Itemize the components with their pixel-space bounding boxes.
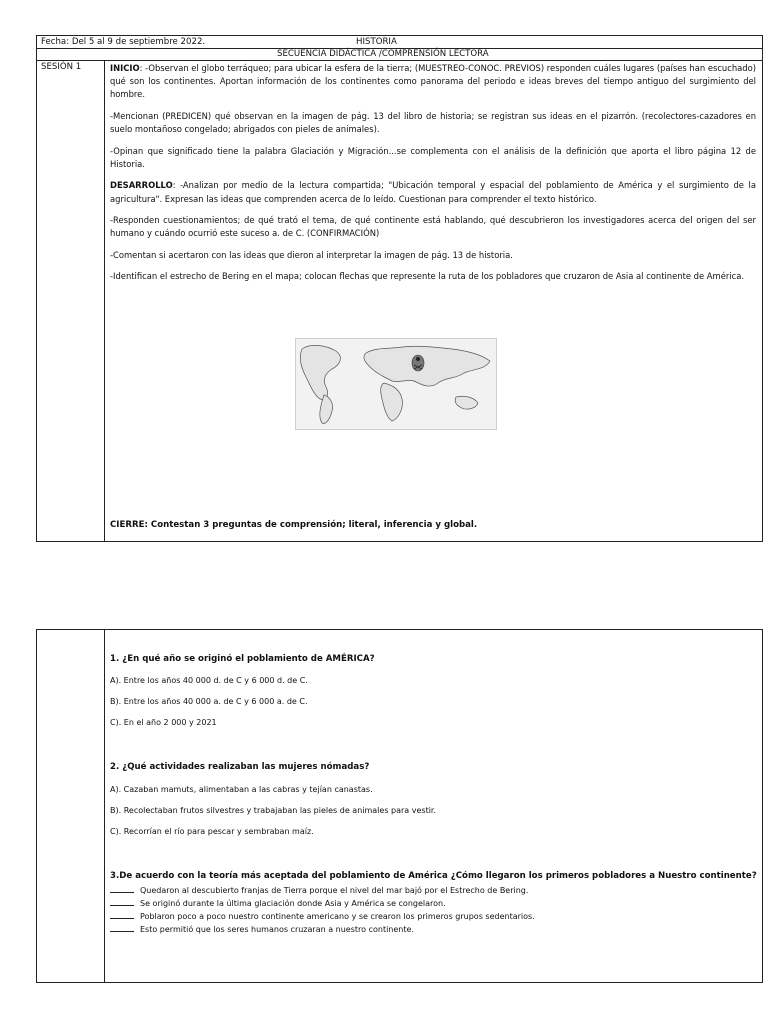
questions-table (36, 629, 763, 983)
answer-blank[interactable] (110, 897, 134, 906)
item-text: Quedaron al descubierto franjas de Tierra porque el nivel del mar bajó por el Estrecho de Bering. (140, 886, 529, 895)
desarrollo-heading: DESARROLLO (110, 180, 173, 191)
paragraph-identifican (110, 270, 756, 283)
question-3-item[interactable] (110, 884, 528, 895)
paragraph-inicio (110, 62, 756, 102)
paragraph-text: : -Observan el globo terráqueo; para ubicar la esfera de la tierra; (MUESTREO-CONOC. PREVIOS) responden cuáles lugares (países han escuchado) qué son los continentes. Aportan información de los continentes como panorama del periodo e ideas breves del tiempo antiguo del surgimiento del hombre. (110, 63, 756, 100)
item-text: Se originó durante la última glaciación donde Asia y América se congelaron. (140, 899, 446, 908)
item-text: Poblaron poco a poco nuestro continente americano y se crearon los primeros grupos sedentarios. (140, 912, 535, 921)
session-label: SESIÓN 1 (41, 62, 82, 72)
question-2-option-a: A). Cazaban mamuts, alimentaban a las cabras y tejían canastas. (110, 785, 373, 794)
subject-label: HISTORIA (356, 37, 397, 47)
question-3: 3.De acuerdo con la teoría más aceptada del poblamiento de América ¿Cómo llegaron los primeros pobladores a Nuestro continente? (110, 871, 757, 881)
question-2-option-c: C). Recorrían el río para pescar y sembraban maíz. (110, 827, 314, 836)
question-1-option-b: B). Entre los años 40 000 a. de C y 6 000 a. de C. (110, 697, 308, 706)
answer-blank[interactable] (110, 923, 134, 932)
lesson-plan-table (36, 35, 763, 542)
session-content (110, 62, 756, 541)
question-3-item[interactable] (110, 923, 414, 934)
world-map-icon (296, 339, 496, 429)
question-3-item[interactable] (110, 910, 535, 921)
paragraph-text: -Responden cuestionamientos; de qué trató el tema, de qué continente está hablando, qué descubrieron los investigadores acerca del origen del ser humano y cuándo ocurrió este suceso a. de C. (CONFIRMACIÓN) (110, 215, 756, 239)
question-2: 2. ¿Qué actividades realizaban las mujeres nómadas? (110, 762, 370, 772)
header-row-sequence (37, 48, 762, 61)
item-text: Esto permitió que los seres humanos cruzaran a nuestro continente. (140, 925, 414, 934)
question-2-option-b: B). Recolectaban frutos silvestres y trabajaban las pieles de animales para vestir. (110, 806, 437, 815)
sequence-title: SECUENCIA DIDÁCTICA /COMPRENSIÓN LECTORA (277, 49, 489, 59)
date-label: Fecha: Del 5 al 9 de septiembre 2022. (41, 37, 206, 47)
paragraph-desarrollo (110, 179, 756, 205)
column-divider (104, 60, 105, 541)
paragraph-mencionan (110, 110, 756, 136)
answer-blank[interactable] (110, 884, 134, 893)
question-1-option-c: C). En el año 2 000 y 2021 (110, 718, 217, 727)
paragraph-comentan (110, 249, 756, 262)
paragraph-opinan (110, 145, 756, 171)
question-3-item[interactable] (110, 897, 446, 908)
paragraph-text: : -Analizan por medio de la lectura compartida; "Ubicación temporal y espacial del poblamiento de América y el surgimiento de la agricultura". Expresan las ideas que comprenden acerca de lo leído. Cuestionan para comprender el texto histórico. (110, 180, 756, 204)
paragraph-text: -Mencionan (PREDICEN) qué observan en la imagen de pág. 13 del libro de historia; se registran sus ideas en el pizarrón. (recolectores-cazadores en suelo montañoso congelado; abrigados con pieles de animales). (110, 110, 756, 135)
question-1: 1. ¿En qué año se originó el poblamiento de AMÉRICA? (110, 654, 375, 664)
cierre-text: CIERRE: Contestan 3 preguntas de comprensión; literal, inferencia y global. (110, 520, 478, 530)
paragraph-text: -Comentan si acertaron con las ideas que dieron al interpretar la imagen de pág. 13 de historia. (110, 249, 513, 260)
paragraph-text: -Opinan que significado tiene la palabra Glaciación y Migración...se complementa con el análisis de la definición que aporta el libro página 12 de Historia. (110, 145, 756, 169)
question-1-option-a: A). Entre los años 40 000 d. de C y 6 000 d. de C. (110, 676, 308, 685)
answer-blank[interactable] (110, 910, 134, 919)
inicio-heading: INICIO (110, 63, 140, 73)
paragraph-responden (110, 214, 756, 240)
paragraph-text: -Identifican el estrecho de Bering en el mapa; colocan flechas que represente la ruta de los pobladores que cruzaron de Asia al continente de América. (110, 271, 745, 282)
column-divider (104, 630, 105, 982)
world-map-image (295, 338, 497, 430)
